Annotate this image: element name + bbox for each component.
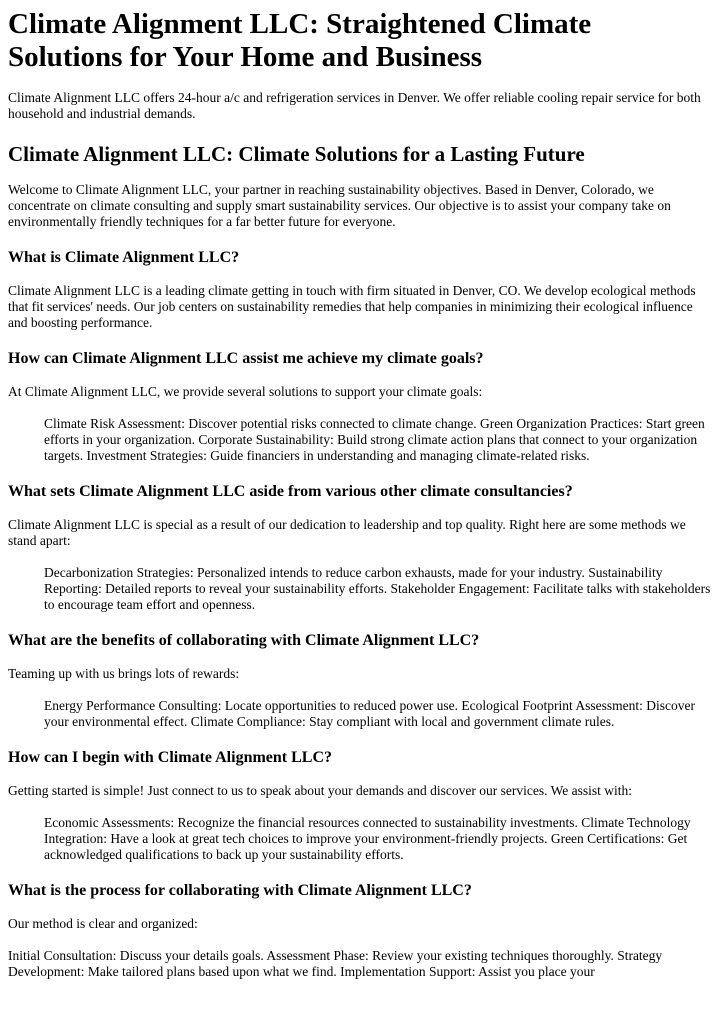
section-paragraph-sets-apart: Climate Alignment LLC is special as a result of our dedication to leadership and top quality. Right here are some methods we stand apart: [8, 517, 686, 548]
section-heading-sets-apart: What sets Climate Alignment LLC aside from various other climate consultancies? [8, 483, 573, 500]
section-heading-process: What is the process for collaborating with Climate Alignment LLC? [8, 882, 472, 899]
section-paragraph-climate-goals: At Climate Alignment LLC, we provide several solutions to support your climate goals: [8, 384, 483, 399]
section-paragraph-benefits: Teaming up with us brings lots of rewards: [8, 666, 240, 681]
article [0, 8, 720, 980]
section-paragraph-begin: Getting started is simple! Just connect to us to speak about your demands and discover our services. We assist with: [8, 783, 633, 798]
section-heading-benefits: What are the benefits of collaborating with Climate Alignment LLC? [8, 632, 480, 649]
section-paragraph-process: Our method is clear and organized: [8, 916, 198, 931]
subtitle-heading: Climate Alignment LLC: Climate Solutions for a Lasting Future [8, 142, 585, 166]
page-title: Climate Alignment LLC: Straightened Climate Solutions for Your Home and Business [8, 8, 592, 73]
section-quote-benefits: Energy Performance Consulting: Locate opportunities to reduced power use. Ecological Footprint Assessment: Discover your environmental effect. Climate Compliance: Stay compliant with local and government climate rules. [44, 698, 695, 729]
section-heading-climate-goals: How can Climate Alignment LLC assist me achieve my climate goals? [8, 350, 484, 367]
section-paragraph-process-steps: Initial Consultation: Discuss your details goals. Assessment Phase: Review your existing techniques thoroughly. Strategy Development: Make tailored plans based upon what we find. Implementation Support: Assist you place your [8, 948, 663, 979]
intro-paragraph: Climate Alignment LLC offers 24-hour a/c and refrigeration services in Denver. We offer reliable cooling repair service for both household and industrial demands. [8, 90, 701, 121]
section-quote-begin: Economic Assessments: Recognize the financial resources connected to sustainability investments. Climate Technology Integration: Have a look at great tech choices to improve your environment-friendly projects. Green Certifications: Get acknowledged qualifications to back up your sustainability efforts. [44, 815, 691, 862]
welcome-paragraph: Welcome to Climate Alignment LLC, your partner in reaching sustainability objectives. Based in Denver, Colorado, we concentrate on climate consulting and supply smart sustainability services. Our objective is to assist your company take on environmentally friendly techniques for a far better future for everyone. [8, 182, 671, 229]
section-paragraph-what-is: Climate Alignment LLC is a leading climate getting in touch with firm situated in Denver, CO. We develop ecological methods that fit services' needs. Our job centers on sustainability remedies that help companies in minimizing their ecological influence and boosting performance. [8, 283, 696, 330]
section-heading-what-is: What is Climate Alignment LLC? [8, 249, 240, 266]
section-quote-sets-apart: Decarbonization Strategies: Personalized intends to reduce carbon exhausts, made for your industry. Sustainability Reporting: Detailed reports to reveal your sustainability efforts. Stakeholder Engagement: Facilitate talks with stakeholders to encourage team effort and openness. [44, 565, 711, 612]
section-quote-climate-goals: Climate Risk Assessment: Discover potential risks connected to climate change. Green Organization Practices: Start green efforts in your organization. Corporate Sustainability: Build strong climate action plans that connect to your organization targets. Investment Strategies: Guide financiers in understanding and managing climate-related risks. [44, 416, 705, 463]
section-heading-begin: How can I begin with Climate Alignment LLC? [8, 749, 333, 766]
